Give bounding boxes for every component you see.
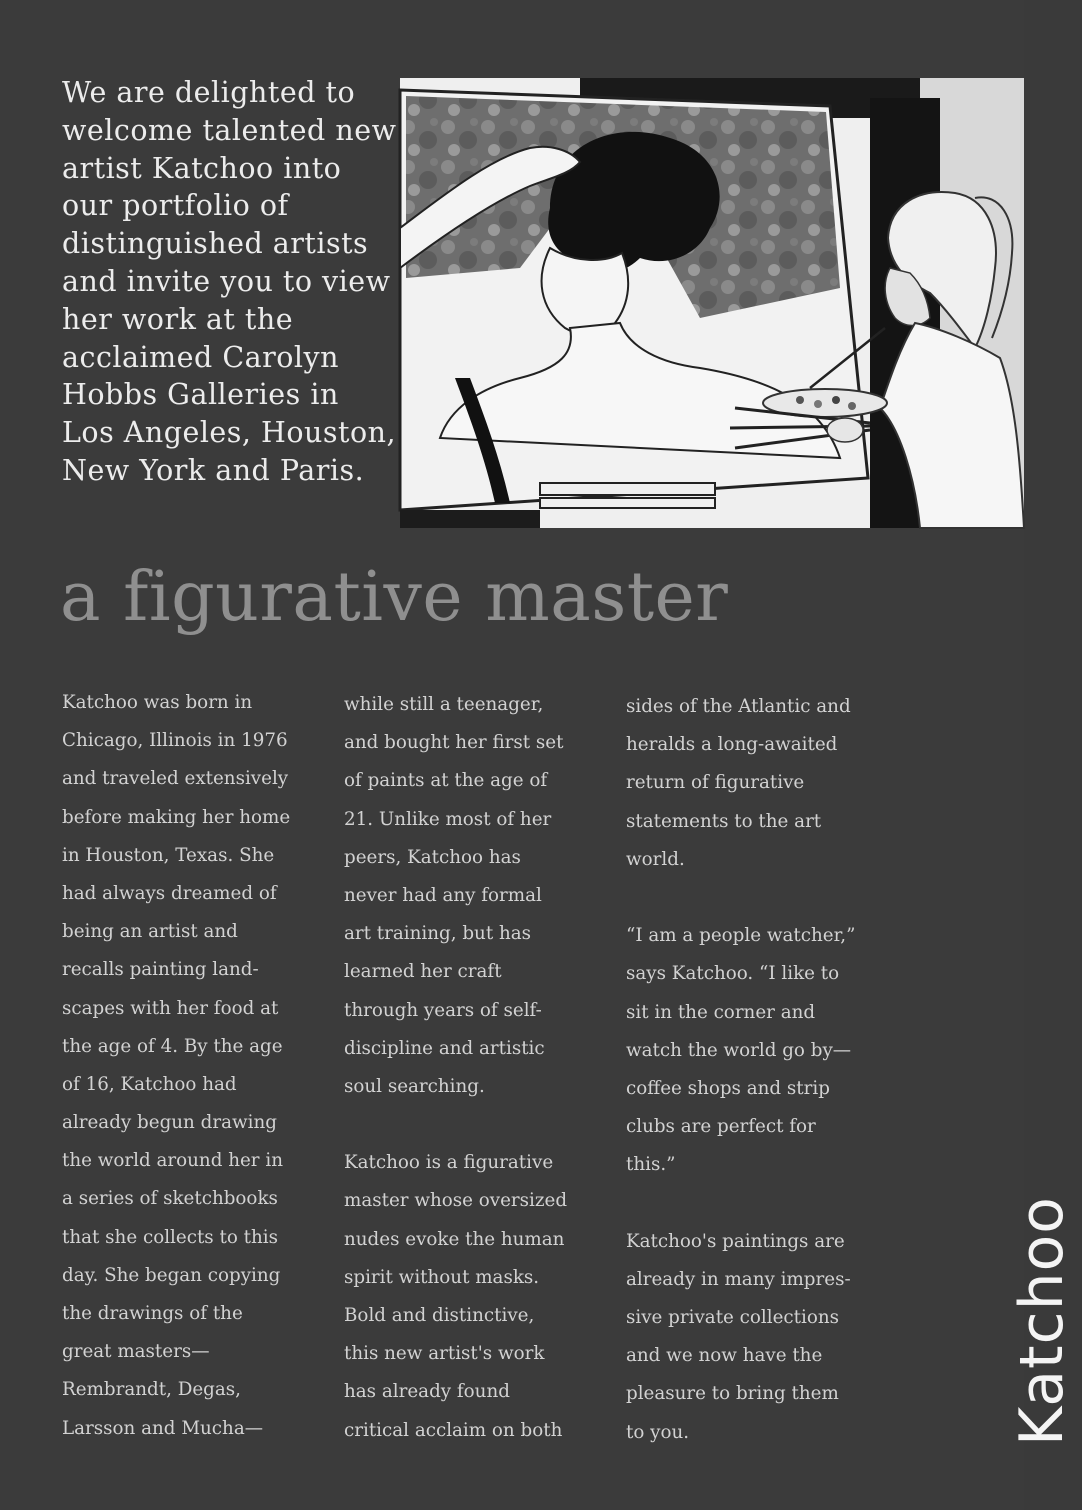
article-line: says Katchoo. “I like to — [626, 963, 840, 985]
article-line: and we now have the — [626, 1345, 823, 1367]
article-line: master whose oversized — [344, 1190, 568, 1212]
article-line: sides of the Atlantic and — [626, 696, 851, 717]
artist-name-signature: Katchoo — [1007, 1195, 1077, 1446]
article-line: art training, but has — [344, 923, 532, 945]
article-line: never had any formal — [344, 884, 542, 906]
article-line: learned her craft — [344, 961, 502, 983]
article-line: has already found — [344, 1381, 510, 1403]
intro-line: Hobbs Galleries in — [62, 378, 339, 412]
article-line: of 16, Katchoo had — [62, 1073, 237, 1095]
article-line: scapes with her food at — [62, 997, 279, 1019]
article-line: while still a teenager, — [344, 694, 544, 715]
article-line: heralds a long-awaited — [626, 734, 838, 756]
article-line: Rembrandt, Degas, — [62, 1379, 241, 1401]
article-line: recalls painting land- — [62, 959, 259, 981]
article-line: already begun drawing — [62, 1112, 277, 1134]
intro-line: welcome talented new — [62, 113, 397, 147]
article-line: through years of self- — [344, 999, 542, 1021]
paragraph-break — [626, 879, 855, 917]
article-line: and traveled extensively — [62, 768, 289, 790]
article-line: nudes evoke the human — [344, 1228, 565, 1250]
article-line: “I am a people watcher,” — [626, 925, 856, 947]
article-line: statements to the art — [626, 810, 822, 832]
article-line: pleasure to bring them — [626, 1383, 839, 1405]
intro-line: acclaimed Carolyn — [62, 340, 339, 374]
article-line: Katchoo was born in — [62, 692, 253, 713]
article-line: a series of sketchbooks — [62, 1188, 278, 1210]
intro-line: our portfolio of — [62, 189, 289, 223]
article-column-2 — [344, 686, 567, 1450]
intro-line: Los Angeles, Houston, — [62, 416, 397, 450]
article-line: being an artist and — [62, 921, 238, 943]
article-line: 21. Unlike most of her — [344, 808, 552, 830]
article-line: already in many impres- — [626, 1268, 851, 1290]
intro-line: artist Katchoo into — [62, 151, 342, 185]
intro-paragraph — [62, 74, 397, 490]
article-line: watch the world go by— — [626, 1039, 852, 1061]
article-line: in Houston, Texas. She — [62, 844, 275, 866]
article-line: and bought her first set — [344, 732, 564, 754]
intro-line: We are delighted to — [62, 76, 356, 109]
article-line: sive private collections — [626, 1307, 840, 1328]
article-line: that she collects to this — [62, 1226, 279, 1248]
intro-line: distinguished artists — [62, 227, 369, 261]
headline: a figurative master — [60, 558, 729, 637]
article-line: Katchoo's paintings are — [626, 1230, 845, 1252]
article-line: clubs are perfect for — [626, 1116, 816, 1138]
artist-painting-illustration — [400, 78, 1024, 528]
article-line: had always dreamed of — [62, 882, 277, 904]
article-line: to you. — [626, 1421, 690, 1443]
article-line: peers, Katchoo has — [344, 846, 521, 868]
article-line: spirit without masks. — [344, 1266, 540, 1288]
article-line: Larsson and Mucha— — [62, 1417, 264, 1439]
article-line: return of figurative — [626, 772, 805, 794]
article-line: this.” — [626, 1154, 676, 1176]
intro-line: her work at the — [62, 302, 294, 336]
intro-line: New York and Paris. — [62, 453, 365, 487]
article-line: discipline and artistic — [344, 1037, 545, 1059]
article-line: day. She began copying — [62, 1264, 281, 1286]
article-line: this new artist's work — [344, 1343, 545, 1365]
article-line: world. — [626, 848, 685, 870]
article-line: critical acclaim on both — [344, 1419, 563, 1441]
article-line: the age of 4. By the age — [62, 1035, 283, 1057]
paragraph-break — [344, 1106, 567, 1144]
article-line: sit in the corner and — [626, 1001, 816, 1023]
article-column-3 — [626, 688, 855, 1452]
paragraph-break — [626, 1184, 855, 1222]
article-line: Katchoo is a figurative — [344, 1152, 554, 1174]
article-line: Chicago, Illinois in 1976 — [62, 730, 288, 752]
article-line: the drawings of the — [62, 1303, 243, 1324]
article-column-1 — [62, 684, 290, 1448]
article-line: coffee shops and strip — [626, 1077, 830, 1099]
article-line: great masters— — [62, 1341, 210, 1363]
article-line: of paints at the age of — [344, 770, 548, 792]
intro-line: and invite you to view — [62, 264, 391, 298]
article-line: before making her home — [62, 806, 291, 828]
article-line: soul searching. — [344, 1075, 485, 1097]
article-line: the world around her in — [62, 1150, 283, 1172]
article-line: Bold and distinctive, — [344, 1305, 535, 1326]
